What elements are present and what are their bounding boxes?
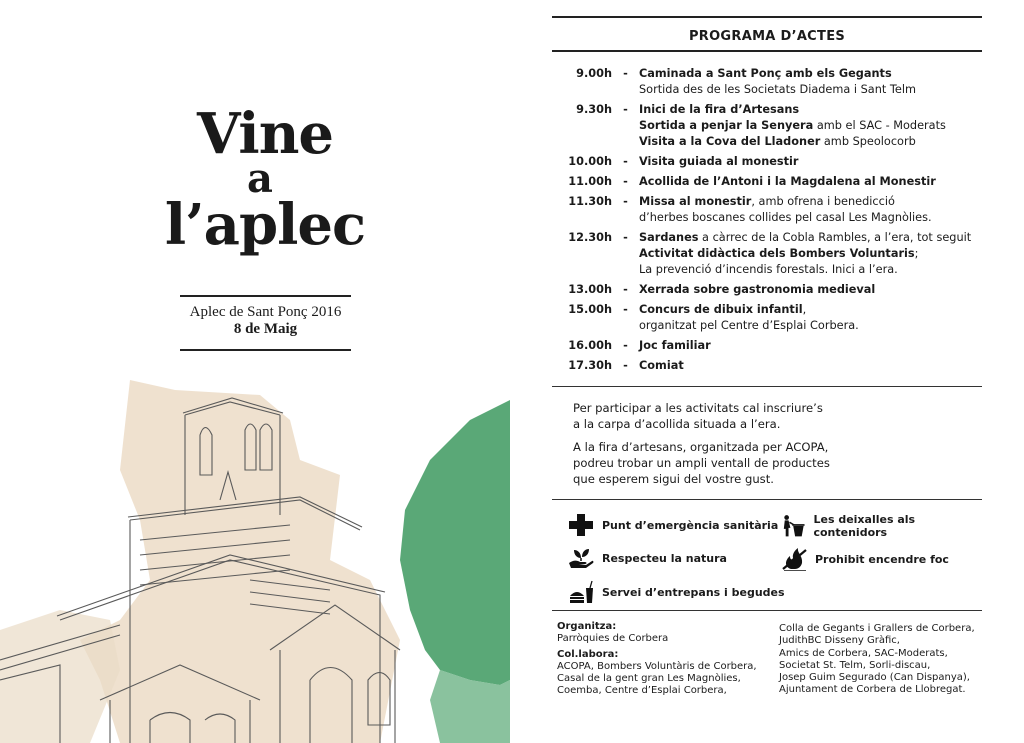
- organizer-label: Organitza:: [557, 621, 617, 632]
- schedule-row: [552, 282, 982, 298]
- event-highlight: Comiat: [639, 359, 684, 372]
- event-description: [639, 338, 982, 354]
- event-dash: -: [623, 155, 628, 168]
- registration-note: Per participar a les activitats cal inscriure’s a la carpa d’acollida situada a l’era.: [573, 401, 823, 431]
- event-line: [639, 262, 982, 278]
- schedule-row: [552, 230, 982, 278]
- schedule-row: [552, 154, 982, 170]
- program-panel: [552, 16, 982, 698]
- schedule-row: [552, 338, 982, 354]
- event-detail: d’herbes boscanes collides pel casal Les Magnòlies.: [639, 211, 932, 224]
- legend-first-aid: Punt d’emergència sanitària: [568, 513, 778, 537]
- event-dash: -: [623, 67, 628, 80]
- event-time: 12.30h: [568, 231, 612, 244]
- event-time: 9.00h: [576, 67, 612, 80]
- event-highlight: Caminada a Sant Ponç amb els Gegants: [639, 67, 892, 80]
- event-highlight: Inici de la fira d’Artesans: [639, 103, 800, 116]
- event-line: [639, 246, 982, 262]
- schedule-row: [552, 174, 982, 190]
- event-dash: -: [623, 103, 628, 116]
- event-highlight: Missa al monestir: [639, 195, 752, 208]
- event-description: [639, 194, 982, 226]
- event-line: [639, 154, 982, 170]
- collaborator-line: Societat St. Telm, Sorli-discau,: [779, 659, 931, 671]
- event-line: [639, 338, 982, 354]
- event-line: [639, 282, 982, 298]
- event-name: Aplec de Sant Ponç 2016: [189, 304, 342, 320]
- collaborator-line: Ajuntament de Corbera de Llobregat.: [779, 684, 966, 696]
- event-detail: La prevenció d’incendis forestals. Inici a l’era.: [639, 263, 898, 276]
- title-line-3: l’aplec: [164, 192, 366, 258]
- hand-plant-icon: [568, 546, 594, 570]
- event-time: 10.00h: [568, 155, 612, 168]
- collaborator-line: Casal de la gent gran Les Magnòlies,: [557, 673, 741, 685]
- event-highlight: Sortida a penjar la Senyera: [639, 119, 814, 132]
- event-line: [639, 358, 982, 374]
- event-time: 11.00h: [568, 175, 612, 188]
- event-detail: ;: [914, 247, 919, 260]
- event-line: [639, 82, 982, 98]
- event-time: 17.30h: [568, 359, 612, 372]
- event-detail: amb Speolocorb: [820, 135, 916, 148]
- program-heading: PROGRAMA D’ACTES: [688, 29, 846, 44]
- legend-food: Servei d’entrepans i begudes: [568, 580, 785, 604]
- event-highlight: Acollida de l’Antoni i la Magdalena al Monestir: [639, 175, 936, 188]
- trash-bin-icon: [781, 514, 805, 538]
- event-description: [639, 282, 982, 298]
- event-highlight: Visita guiada al monestir: [639, 155, 799, 168]
- event-highlight: Concurs de dibuix infantil: [639, 303, 803, 316]
- schedule-row: [552, 102, 982, 150]
- monastery-sketch: [0, 380, 510, 743]
- legend-fire: Prohibit encendre foc: [781, 547, 949, 571]
- collaborator-line: ACOPA, Bombers Voluntàris de Corbera,: [557, 660, 757, 672]
- event-line: [639, 230, 982, 246]
- event-detail: organitzat pel Centre d’Esplai Corbera.: [639, 319, 859, 332]
- event-description: [639, 230, 982, 278]
- event-highlight: Activitat didàctica dels Bombers Voluntaris: [639, 247, 915, 260]
- event-detail: a càrrec de la Cobla Rambles, a l’era, tot seguit: [698, 231, 972, 244]
- collaborator-line: Amics de Corbera, SAC-Moderats,: [779, 647, 948, 659]
- title-line-2: a: [247, 155, 273, 202]
- event-time: 9.30h: [576, 103, 612, 116]
- collaborator-line: Josep Guim Segurado (Can Dispanya),: [779, 672, 970, 684]
- event-line: [639, 102, 982, 118]
- event-line: [639, 318, 982, 334]
- poster-title: [0, 101, 510, 258]
- event-time: 15.00h: [568, 303, 612, 316]
- event-date: 8 de Maig: [233, 321, 298, 337]
- credits-column-1: [552, 621, 779, 698]
- schedule-row: [552, 66, 982, 98]
- program-schedule: [552, 66, 982, 374]
- event-line: [639, 134, 982, 150]
- event-line: [639, 66, 982, 82]
- collaborators-label: Col.labora:: [557, 648, 619, 660]
- heading-rule: [552, 50, 982, 52]
- event-subtitle: [180, 295, 351, 351]
- event-time: 16.00h: [568, 339, 612, 352]
- schedule-row: [552, 194, 982, 226]
- info-text: [552, 387, 982, 487]
- poster-panel: [0, 0, 510, 743]
- event-dash: -: [623, 303, 628, 316]
- event-description: [639, 154, 982, 170]
- event-detail: , amb ofrena i benedicció: [751, 195, 895, 208]
- event-dash: -: [623, 359, 628, 372]
- event-time: 13.00h: [568, 283, 612, 296]
- collaborator-line: Coemba, Centre d’Esplai Corbera,: [557, 685, 727, 697]
- event-highlight: Visita a la Cova del Lladoner: [639, 135, 821, 148]
- event-dash: -: [623, 175, 628, 188]
- credits: [552, 611, 982, 698]
- schedule-row: [552, 358, 982, 374]
- credits-column-2: [779, 621, 982, 698]
- legend-waste: Les deixalles als contenidors: [781, 513, 982, 539]
- event-line: [639, 118, 982, 134]
- schedule-row: [552, 302, 982, 334]
- medical-cross-icon: [568, 513, 594, 537]
- event-description: [639, 66, 982, 98]
- event-detail: amb el SAC - Moderats: [813, 119, 946, 132]
- artisan-fair-note: A la fira d’artesans, organitzada per ACOPA, podreu trobar un ampli ventall de productes que esperem sigui del vostre gust.: [573, 440, 830, 486]
- event-line: [639, 302, 982, 318]
- event-description: [639, 102, 982, 150]
- event-highlight: Xerrada sobre gastronomia medieval: [639, 283, 876, 296]
- event-dash: -: [623, 231, 628, 244]
- legend-nature: Respecteu la natura: [568, 546, 727, 570]
- green-wash: [400, 400, 510, 685]
- event-description: [639, 174, 982, 190]
- event-highlight: Joc familiar: [639, 339, 711, 352]
- event-dash: -: [623, 283, 628, 296]
- icon-legend: [552, 500, 982, 610]
- event-detail: Sortida des de les Societats Diadema i Sant Telm: [639, 83, 916, 96]
- title-line-1: Vine: [196, 101, 334, 167]
- sandwich-drink-icon: [568, 580, 594, 604]
- event-description: [639, 302, 982, 334]
- collaborator-line: JudithBC Disseny Gràfic,: [779, 635, 900, 647]
- event-line: [639, 174, 982, 190]
- event-highlight: Sardanes: [639, 231, 699, 244]
- organizer-value: Parròquies de Corbera: [557, 633, 669, 645]
- collaborator-line: Colla de Gegants i Grallers de Corbera,: [779, 623, 975, 634]
- event-line: [639, 210, 982, 226]
- event-time: 11.30h: [568, 195, 612, 208]
- event-dash: -: [623, 339, 628, 352]
- event-detail: ,: [802, 303, 807, 316]
- no-fire-icon: [781, 547, 807, 571]
- event-line: [639, 194, 982, 210]
- event-description: [639, 358, 982, 374]
- event-dash: -: [623, 195, 628, 208]
